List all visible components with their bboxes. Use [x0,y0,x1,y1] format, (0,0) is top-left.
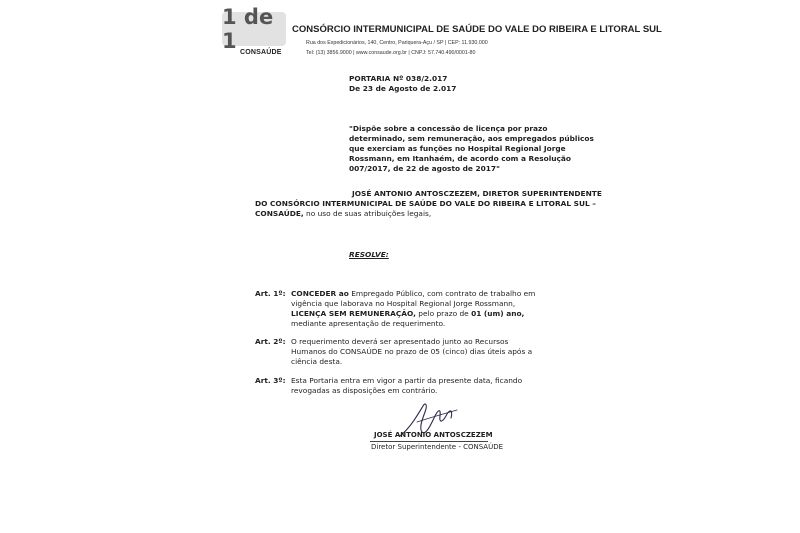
organization-contact: Tel: (13) 3856.9000 | www.consaude.org.br | CNPJ: 57.740.490/0001-80 [306,50,476,56]
signature-line [370,441,488,442]
preamble-line: JOSÉ ANTONIO ANTOSCZEZEM, DIRETOR SUPERINTENDENTE [352,189,602,198]
article-bold-text: CONCEDER ao [291,289,349,298]
organization-name: CONSÓRCIO INTERMUNICIPAL DE SAÚDE DO VALE DO RIBEIRA E LITORAL SUL [292,24,662,35]
signatory-role: Diretor Superintendente - CONSAÚDE [371,443,504,451]
article-line: revogadas as disposições em contrário. [291,386,438,395]
ordinance-date: De 23 de Agosto de 2.017 [349,84,457,93]
article-line: O requerimento deverá ser apresentado junto ao Recursos [291,337,509,346]
ordinance-number: PORTARIA Nº 038/2.017 [349,74,448,83]
article-text: vigência que laborava no Hospital Regional Jorge Rossmann, [291,299,516,308]
resolve-heading: RESOLVE: [349,250,389,259]
preamble-text: no uso de suas atribuições legais, [303,209,432,218]
article-label: Art. 3º: [255,376,286,385]
ementa-line: Rossmann, em Itanhaém, de acordo com a Resolução [349,154,571,163]
article-line [291,289,535,299]
preamble-line: DO CONSÓRCIO INTERMUNICIPAL DE SAÚDE DO VALE DO RIBEIRA E LITORAL SUL – [255,199,596,208]
article-bold-text: 01 (um) ano, [471,309,525,318]
ementa-line: 007/2017, de 22 de agosto de 2017" [349,164,500,173]
article-line: Esta Portaria entra em vigor a partir da presente data, ficando [291,376,523,385]
article-text: Empregado Público, com contrato de trabalho em [348,289,536,298]
article-line: Humanos do CONSAÚDE no prazo de 05 (cinco) dias úteis após a [291,347,533,356]
article-line [291,299,515,309]
ementa-line: "Dispõe sobre a concessão de licença por prazo [349,124,548,133]
article-label: Art. 1º: [255,289,286,298]
article-line [291,309,524,319]
article-label: Art. 2º: [255,337,286,346]
article-line: ciência desta. [291,357,343,366]
signatory-name: JOSÉ ANTONIO ANTOSCZEZEM [374,431,493,439]
article-bold-text: LICENÇA SEM REMUNERAÇÃO, [291,309,416,318]
article-line [291,319,445,329]
logo-label: CONSAÚDE [240,49,282,56]
article-text: mediante apresentação de requerimento. [291,319,446,328]
ementa-line: que exerciam as funções no Hospital Regional Jorge [349,144,566,153]
page-counter-badge: 1 de 1 [222,12,286,46]
article-text: pelo prazo de [415,309,472,318]
preamble-line [255,209,431,219]
preamble-entity: CONSAÚDE, [255,209,304,218]
organization-address: Rua dos Expedicionários, 140, Centro, Pariquera-Açu / SP | CEP: 11.930.000 [306,40,488,46]
ementa-line: determinado, sem remuneração, aos empregados públicos [349,134,594,143]
